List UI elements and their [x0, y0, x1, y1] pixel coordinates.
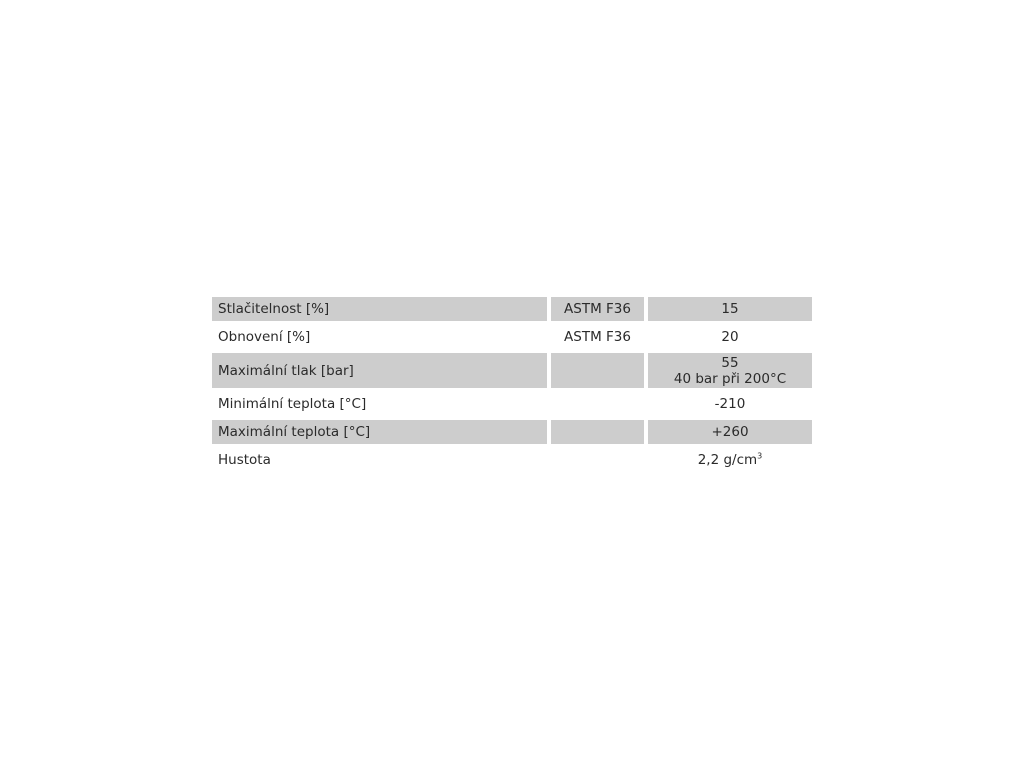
table-row — [212, 448, 812, 472]
table-row — [212, 392, 812, 416]
value-text: 15 — [721, 301, 739, 317]
value-cell — [648, 392, 812, 416]
property-cell: Hustota — [218, 452, 271, 468]
unit-superscript: 3 — [757, 451, 763, 461]
property-cell: Stlačitelnost [%] — [212, 297, 547, 321]
properties-table — [212, 297, 812, 476]
standard-cell — [551, 420, 644, 444]
property-cell: Maximální teplota [°C] — [212, 420, 547, 444]
value-text: +260 — [711, 424, 749, 440]
table-row — [212, 325, 812, 349]
standard-cell — [551, 353, 644, 388]
standard-cell: ASTM F36 — [564, 329, 631, 345]
standard-cell — [551, 392, 644, 416]
value-cell — [648, 448, 812, 472]
value-cell — [648, 420, 812, 444]
value-text: -210 — [714, 396, 746, 412]
standard-cell — [551, 448, 644, 472]
table-row — [212, 420, 812, 444]
value-cell — [648, 325, 812, 349]
table-row — [212, 297, 812, 321]
value-cell — [648, 353, 812, 388]
value-base: 2,2 g/cm — [697, 452, 758, 468]
property-cell: Minimální teplota [°C] — [218, 396, 367, 412]
value-text: 20 — [721, 329, 739, 345]
table-row — [212, 353, 812, 388]
value-note: 40 bar při 200°C — [673, 370, 787, 387]
property-cell: Maximální tlak [bar] — [212, 353, 547, 388]
value-text: 55 — [721, 354, 739, 371]
property-cell: Obnovení [%] — [218, 329, 311, 345]
value-cell — [648, 297, 812, 321]
value-text — [698, 452, 763, 468]
standard-cell: ASTM F36 — [551, 297, 644, 321]
